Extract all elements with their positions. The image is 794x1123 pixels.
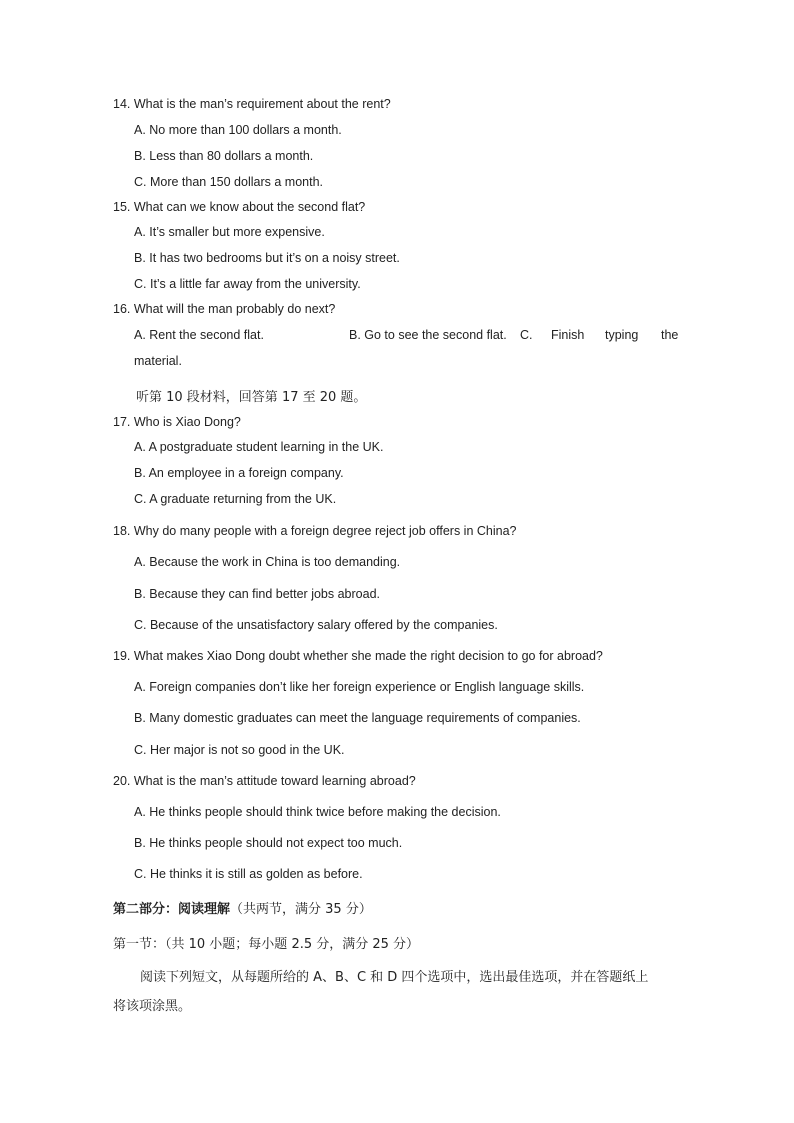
question-17-option-b: B. An employee in a foreign company. — [134, 466, 344, 480]
question-20-stem: 20. What is the man’s attitude toward learning abroad? — [113, 774, 416, 788]
question-16-option-c-word1: Finish — [551, 328, 585, 342]
question-18-option-c: C. Because of the unsatisfactory salary offered by the companies. — [134, 618, 498, 632]
question-19-option-a: A. Foreign companies don’t like her foreign experience or English language skills. — [134, 680, 585, 694]
question-20-option-b: B. He thinks people should not expect too much. — [134, 836, 403, 850]
question-14-option-c: C. More than 150 dollars a month. — [134, 175, 323, 189]
question-16-option-c-word3: the — [661, 328, 679, 342]
question-16-option-c-label: C. — [520, 328, 533, 342]
question-16-option-a: A. Rent the second flat. — [134, 328, 264, 342]
question-16-option-c-word4: material. — [134, 354, 182, 368]
question-14-option-b: B. Less than 80 dollars a month. — [134, 149, 314, 163]
question-18-option-b: B. Because they can find better jobs abroad. — [134, 587, 380, 601]
question-18-stem: 18. Why do many people with a foreign degree reject job offers in China? — [113, 524, 517, 538]
question-20-option-c: C. He thinks it is still as golden as before. — [134, 867, 363, 881]
part2-title-rest: （共两节，满分 35 分） — [230, 902, 372, 917]
question-19-option-b: B. Many domestic graduates can meet the language requirements of companies. — [134, 711, 581, 725]
section1-heading: 第一节：（共 10 小题；每小题 2.5 分，满分 25 分） — [113, 937, 420, 952]
reading-instruction-line2: 将该项涂黑。 — [113, 999, 192, 1014]
question-17-option-c: C. A graduate returning from the UK. — [134, 492, 337, 506]
reading-instruction-line1: 阅读下列短文，从每题所给的 A、B、C 和 D 四个选项中，选出最佳选项，并在答题纸上 — [140, 970, 649, 985]
question-15-stem: 15. What can we know about the second flat? — [113, 200, 366, 214]
question-17-option-a: A. A postgraduate student learning in the UK. — [134, 440, 384, 454]
question-14-stem: 14. What is the man’s requirement about the rent? — [113, 97, 391, 111]
question-20-option-a: A. He thinks people should think twice before making the decision. — [134, 805, 501, 819]
question-16-stem: 16. What will the man probably do next? — [113, 302, 336, 316]
question-18-option-a: A. Because the work in China is too demanding. — [134, 555, 401, 569]
question-17-stem: 17. Who is Xiao Dong? — [113, 415, 241, 429]
question-19-stem: 19. What makes Xiao Dong doubt whether she made the right decision to go for abroad? — [113, 649, 603, 663]
question-15-option-a: A. It’s smaller but more expensive. — [134, 225, 325, 239]
listening-instruction: 听第 10 段材料，回答第 17 至 20 题。 — [136, 390, 367, 405]
question-19-option-c: C. Her major is not so good in the UK. — [134, 743, 345, 757]
question-15-option-c: C. It’s a little far away from the university. — [134, 277, 361, 291]
part2-title-bold: 第二部分：阅读理解 — [113, 902, 231, 917]
part2-heading — [113, 902, 372, 918]
question-16-option-b: B. Go to see the second flat. — [349, 328, 507, 342]
question-16-option-c-word2: typing — [605, 328, 639, 342]
question-15-option-b: B. It has two bedrooms but it’s on a noisy street. — [134, 251, 400, 265]
question-14-option-a: A. No more than 100 dollars a month. — [134, 123, 342, 137]
